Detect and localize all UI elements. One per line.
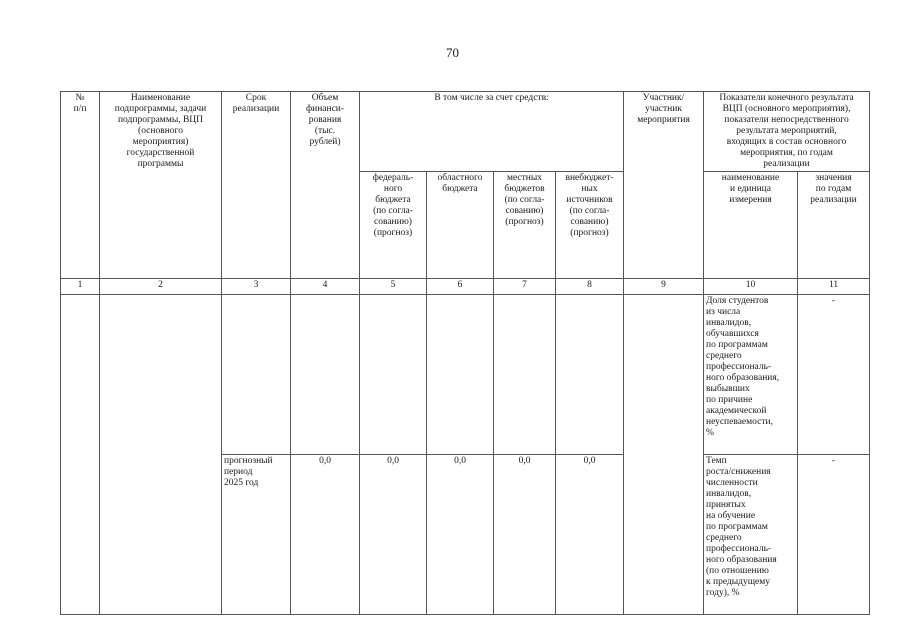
- header-federal: федераль- ного бюджета (по согла- сованию) (прогноз): [360, 172, 427, 279]
- header-indicator-name: наименование и единица измерения: [704, 172, 798, 279]
- indicator-value: -: [798, 295, 870, 455]
- regional-cell: 0,0: [427, 455, 494, 615]
- header-participant: Участник/ участник мероприятия: [624, 92, 704, 279]
- extrabudget-cell: 0,0: [556, 455, 624, 615]
- page-number: 70: [446, 45, 459, 60]
- column-number: 8: [556, 279, 624, 295]
- column-number: 4: [291, 279, 360, 295]
- regional-cell: [427, 295, 494, 455]
- local-cell: 0,0: [494, 455, 556, 615]
- header-sources-group: В том числе за счет средств:: [360, 92, 624, 172]
- financing-table: [60, 91, 870, 615]
- column-number: 9: [624, 279, 704, 295]
- header-indicator-values: значения по годам реализации: [798, 172, 870, 279]
- column-number-row: [61, 279, 870, 295]
- header-name: Наименование подпрограммы, задачи подпрограммы, ВЦП (основного мероприятия) государственной программы: [100, 92, 222, 279]
- header-number: № п/п: [61, 92, 100, 279]
- column-number: 2: [100, 279, 222, 295]
- name-cell: [100, 295, 222, 615]
- header-regional: областного бюджета: [427, 172, 494, 279]
- indicator-name: Темп роста/снижения численности инвалидов, принятых на обучение по программам среднего профессиональ- ного образования (по отношению к предыдущему году), %: [704, 455, 798, 615]
- indicator-value: -: [798, 455, 870, 615]
- column-number: 3: [222, 279, 291, 295]
- volume-cell: [291, 295, 360, 455]
- local-cell: [494, 295, 556, 455]
- table-row: [61, 295, 870, 455]
- column-number: 7: [494, 279, 556, 295]
- term-cell: прогнозный период 2025 год: [222, 455, 291, 615]
- extrabudget-cell: [556, 295, 624, 455]
- number-cell: [61, 295, 100, 615]
- header-term: Срок реализации: [222, 92, 291, 279]
- federal-cell: 0,0: [360, 455, 427, 615]
- column-number: 5: [360, 279, 427, 295]
- header-local: местных бюджетов (по согла- сованию) (прогноз): [494, 172, 556, 279]
- column-number: 6: [427, 279, 494, 295]
- column-number: 11: [798, 279, 870, 295]
- participant-cell: [624, 295, 704, 615]
- volume-cell: 0,0: [291, 455, 360, 615]
- federal-cell: [360, 295, 427, 455]
- header-extrabudget: внебюджет- ных источников (по согла- сованию) (прогноз): [556, 172, 624, 279]
- header-volume: Объем финанси- рования (тыс. рублей): [291, 92, 360, 279]
- column-number: 10: [704, 279, 798, 295]
- column-number: 1: [61, 279, 100, 295]
- header-indicators-group: Показатели конечного результата ВЦП (основного мероприятия), показатели непосредственного результата мероприятий, входящих в состав основного мероприятия, по годам реализации: [704, 92, 870, 172]
- indicator-name: Доля студентов из числа инвалидов, обучавшихся по программам среднего профессиональ- ного образования, выбывших по причине академической неуспеваемости, %: [704, 295, 798, 455]
- term-cell: [222, 295, 291, 455]
